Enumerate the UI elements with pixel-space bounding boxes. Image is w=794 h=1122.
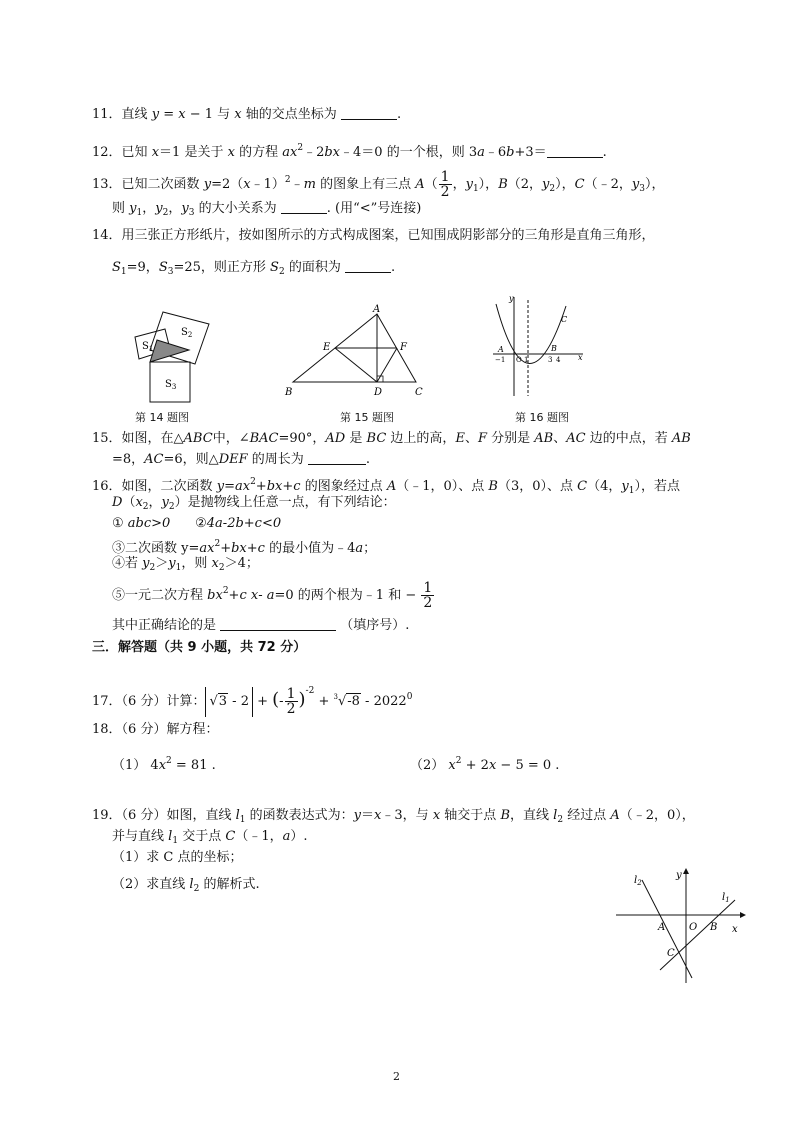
answer-blank-15 <box>308 451 366 465</box>
question-19-part1: （1）求 C 点的坐标； <box>112 850 243 865</box>
question-19-part2: （2）求直线 $l_2$ 的解析式. <box>112 877 260 894</box>
answer-blank-14 <box>345 259 391 273</box>
answer-blank-16 <box>220 617 336 631</box>
svg-text:O: O <box>689 922 698 933</box>
svg-text:x: x <box>578 353 583 362</box>
question-13: 13．已知二次函数 y=2（x﹣1）$^2$﹣m 的图象上有三点 A（ $\frac{1}{2}$ ，$y_1$），B（2，$y_2$），C（﹣2，$y_3$）， <box>92 169 665 200</box>
question-16-answer: 其中正确结论的是 （填序号）. <box>112 618 410 633</box>
section-3-heading: 三．解答题（共 9 小题，共 72 分） <box>92 640 307 655</box>
svg-text:B: B <box>551 344 557 353</box>
question-17: 17．（6 分）计算： √3 - 2 + (- $\frac{1}{2}$ )$^{-2}$ + $^3$√-8 - 2022$^0$ <box>92 686 413 717</box>
question-13-line2: 则 $y_1$，$y_2$，$y_3$ 的大小关系为 . (用“<”号连接) <box>112 201 422 218</box>
question-19-line2: 并与直线 $l_1$ 交于点 C（﹣1，a）. <box>112 829 308 846</box>
svg-text:y: y <box>509 294 514 303</box>
question-11: 11．直线 y = x − 1 与 x 轴的交点坐标为 . <box>92 107 402 122</box>
question-18: 18．（6 分）解方程： <box>92 722 219 737</box>
page-number: 2 <box>393 1070 400 1083</box>
answer-blank-13 <box>281 200 327 214</box>
svg-text:S1: $S_1$ <box>142 341 154 353</box>
question-12: 12．已知 x＝1 是关于 x 的方程 $ax^2﹣2bx﹣4=0$ 的一个根，则 3a﹣6b+3＝ . <box>92 143 607 160</box>
svg-text:C: C <box>415 387 423 398</box>
question-19: 19．（6 分）如图，直线 $l_1$ 的函数表达式为：y＝x﹣3，与 x 轴交于点 B，直线 $l_2$ 经过点 A（﹣2，0）， <box>92 808 695 825</box>
svg-text:l2: $l_2$ <box>634 875 642 887</box>
svg-text:l1: $l_1$ <box>722 892 730 904</box>
svg-text:3: 3 <box>548 356 553 364</box>
question-16: 16．如图，二次函数 $y=ax^2+bx+c$ 的图象经过点 A（﹣1，0）、点 B（3，0）、点 C（4，$y_1$），若点 <box>92 477 681 496</box>
svg-text:A: A <box>498 345 504 354</box>
svg-text:C: C <box>667 948 675 959</box>
question-16-line2: $D(x_2$，$y_2$）是抛物线上任意一点，有下列结论： <box>112 495 396 512</box>
svg-text:y: y <box>676 870 682 881</box>
svg-text:B: B <box>285 387 293 398</box>
svg-text:S2: $S_2$ <box>181 327 193 339</box>
conclusion-4: ④若 $y_2>y_1$，则 $x_2>4$； <box>112 556 259 573</box>
figure-16-parabola <box>488 292 588 404</box>
question-14-line2: $S_1=9$，$S_3=25$，则正方形 $S_2$ 的面积为 . <box>112 260 396 277</box>
answer-blank-12 <box>547 144 603 158</box>
question-18-part1: （1） $4x^2 = 81$ . <box>112 756 216 773</box>
figure-15-triangle <box>280 302 430 400</box>
answer-blank-11 <box>341 106 397 120</box>
svg-text:4: 4 <box>556 356 561 364</box>
caption-14: 第 14 题图 <box>135 411 189 424</box>
svg-text:D: D <box>374 387 383 398</box>
conclusion-3: ③二次函数 $y=ax^2+bx+c$ 的最小值为﹣4a； <box>112 539 377 556</box>
svg-text:A: A <box>373 304 381 315</box>
figure-19-lines <box>612 868 746 988</box>
question-15: 15．如图，在△ABC中，∠BAC=90°，AD 是 BC 边上的高，E、F 分别是 AB、AC 边的中点，若 AB <box>92 431 691 446</box>
svg-text:C: C <box>561 315 568 324</box>
question-14: 14．用三张正方形纸片，按如图所示的方式构成图案，已知围成阴影部分的三角形是直角三角形， <box>92 228 655 243</box>
conclusion-1-2: ① abc>0 ②4a-2b+c<0 <box>112 516 282 531</box>
svg-text:S3: $S_3$ <box>165 379 177 391</box>
svg-text:F: F <box>400 342 407 353</box>
caption-16: 第 16 题图 <box>515 411 569 424</box>
svg-text:1: 1 <box>524 356 529 364</box>
svg-text:A: A <box>658 922 666 933</box>
svg-text:−1: −1 <box>495 356 506 364</box>
svg-text:x: x <box>732 924 738 935</box>
svg-text:B: B <box>710 922 718 933</box>
question-18-part2: （2） $x^2 + 2x - 5 = 0$ . <box>410 756 560 773</box>
svg-text:E: E <box>323 342 331 353</box>
caption-15: 第 15 题图 <box>340 411 394 424</box>
conclusion-5: ⑤一元二次方程 $bx^2+c$ x- a=0 的两个根为﹣1 和 − $\frac{1}{2}$ <box>112 580 433 611</box>
svg-text:O: O <box>516 356 522 364</box>
question-15-line2: =8，AC=6，则△DEF 的周长为 . <box>112 452 371 467</box>
figure-14-squares <box>125 302 225 404</box>
